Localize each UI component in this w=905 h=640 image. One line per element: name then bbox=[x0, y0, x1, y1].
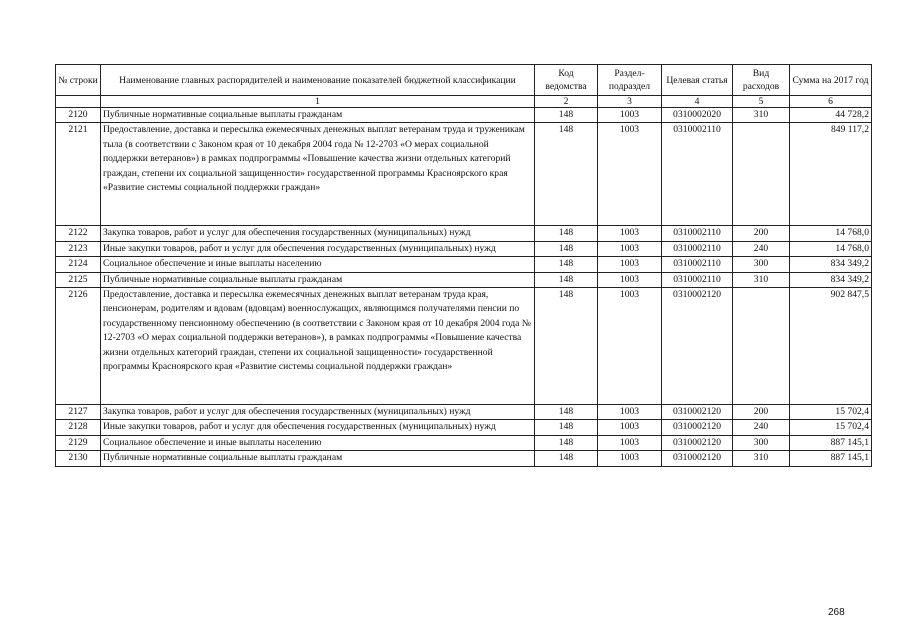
column-number: 3 bbox=[598, 96, 662, 108]
row-expense-type: 310 bbox=[733, 451, 790, 466]
row-expense-type: 200 bbox=[733, 405, 790, 420]
row-agency-code: 148 bbox=[535, 272, 598, 287]
table-row bbox=[56, 241, 872, 256]
table-row bbox=[56, 405, 872, 420]
row-name: Публичные нормативные социальные выплаты гражданам bbox=[101, 272, 535, 287]
column-number: 1 bbox=[101, 96, 535, 108]
row-target-article: 0310002020 bbox=[662, 108, 733, 123]
row-sum: 14 768,0 bbox=[790, 241, 872, 256]
row-agency-code: 148 bbox=[535, 435, 598, 450]
row-target-article: 0310002110 bbox=[662, 226, 733, 241]
row-target-article: 0310002120 bbox=[662, 405, 733, 420]
row-section: 1003 bbox=[598, 272, 662, 287]
table-row bbox=[56, 420, 872, 435]
row-sum: 15 702,4 bbox=[790, 420, 872, 435]
row-expense-type: 310 bbox=[733, 108, 790, 123]
row-section: 1003 bbox=[598, 108, 662, 123]
row-name: Предоставление, доставка и пересылка ежемесячных денежных выплат ветеранам труда и труженикам тыла (в соответствии с Законом края от 10 декабря 2004 года № 12-2703 «О мерах социальной поддержки ветеранов») в рамках подпрограммы «Повышение качества жизни отдельных категорий граждан, степени их социальной защищенности» государственной программы Красноярского края «Развитие системы социальной поддержки граждан» bbox=[101, 123, 535, 226]
table-row bbox=[56, 272, 872, 287]
row-name: Закупка товаров, работ и услуг для обеспечения государственных (муниципальных) нужд bbox=[101, 226, 535, 241]
table-row bbox=[56, 226, 872, 241]
header-row bbox=[56, 65, 872, 96]
row-expense-type: 200 bbox=[733, 226, 790, 241]
page-number: 268 bbox=[828, 607, 845, 618]
row-number: 2129 bbox=[56, 435, 101, 450]
column-number: 4 bbox=[662, 96, 733, 108]
row-sum: 887 145,1 bbox=[790, 451, 872, 466]
row-number: 2130 bbox=[56, 451, 101, 466]
row-expense-type bbox=[733, 288, 790, 405]
row-name: Публичные нормативные социальные выплаты гражданам bbox=[101, 451, 535, 466]
row-agency-code: 148 bbox=[535, 108, 598, 123]
row-sum: 902 847,5 bbox=[790, 288, 872, 405]
row-expense-type: 240 bbox=[733, 420, 790, 435]
header-row-number: № строки bbox=[56, 65, 101, 96]
row-target-article: 0310002110 bbox=[662, 123, 733, 226]
row-sum: 834 349,2 bbox=[790, 257, 872, 272]
table-row bbox=[56, 257, 872, 272]
row-sum: 834 349,2 bbox=[790, 272, 872, 287]
table-row bbox=[56, 108, 872, 123]
row-number: 2120 bbox=[56, 108, 101, 123]
row-expense-type bbox=[733, 123, 790, 226]
header-expense-type: Вид расходов bbox=[733, 65, 790, 96]
row-target-article: 0310002120 bbox=[662, 420, 733, 435]
budget-table bbox=[55, 64, 872, 467]
row-name: Закупка товаров, работ и услуг для обеспечения государственных (муниципальных) нужд bbox=[101, 405, 535, 420]
row-section: 1003 bbox=[598, 226, 662, 241]
row-number: 2121 bbox=[56, 123, 101, 226]
row-section: 1003 bbox=[598, 405, 662, 420]
row-agency-code: 148 bbox=[535, 257, 598, 272]
header-agency-code: Код ведомства bbox=[535, 65, 598, 96]
row-section: 1003 bbox=[598, 451, 662, 466]
column-number: 6 bbox=[790, 96, 872, 108]
row-name: Иные закупки товаров, работ и услуг для обеспечения государственных (муниципальных) нужд bbox=[101, 420, 535, 435]
row-number: 2125 bbox=[56, 272, 101, 287]
row-section: 1003 bbox=[598, 435, 662, 450]
row-name: Социальное обеспечение и иные выплаты населению bbox=[101, 257, 535, 272]
row-sum: 15 702,4 bbox=[790, 405, 872, 420]
row-number: 2124 bbox=[56, 257, 101, 272]
table-row bbox=[56, 451, 872, 466]
table-row bbox=[56, 288, 872, 405]
row-sum: 14 768,0 bbox=[790, 226, 872, 241]
column-number: 5 bbox=[733, 96, 790, 108]
header-target-article: Целевая статья bbox=[662, 65, 733, 96]
row-expense-type: 240 bbox=[733, 241, 790, 256]
column-number-row bbox=[56, 96, 872, 108]
row-target-article: 0310002110 bbox=[662, 257, 733, 272]
row-number: 2127 bbox=[56, 405, 101, 420]
row-agency-code: 148 bbox=[535, 288, 598, 405]
row-sum: 849 117,2 bbox=[790, 123, 872, 226]
row-expense-type: 300 bbox=[733, 435, 790, 450]
row-target-article: 0310002120 bbox=[662, 288, 733, 405]
row-number: 2122 bbox=[56, 226, 101, 241]
row-number: 2123 bbox=[56, 241, 101, 256]
row-agency-code: 148 bbox=[535, 241, 598, 256]
header-section: Раздел-подраздел bbox=[598, 65, 662, 96]
table-row bbox=[56, 435, 872, 450]
row-name: Социальное обеспечение и иные выплаты населению bbox=[101, 435, 535, 450]
row-section: 1003 bbox=[598, 288, 662, 405]
row-expense-type: 300 bbox=[733, 257, 790, 272]
row-target-article: 0310002120 bbox=[662, 451, 733, 466]
row-number: 2126 bbox=[56, 288, 101, 405]
row-target-article: 0310002110 bbox=[662, 241, 733, 256]
row-target-article: 0310002110 bbox=[662, 272, 733, 287]
row-agency-code: 148 bbox=[535, 226, 598, 241]
column-number: 2 bbox=[535, 96, 598, 108]
row-section: 1003 bbox=[598, 257, 662, 272]
row-sum: 887 145,1 bbox=[790, 435, 872, 450]
header-name: Наименование главных распорядителей и наименование показателей бюджетной классификации bbox=[101, 65, 535, 96]
row-sum: 44 728,2 bbox=[790, 108, 872, 123]
row-agency-code: 148 bbox=[535, 405, 598, 420]
table-row bbox=[56, 123, 872, 226]
row-name: Предоставление, доставка и пересылка ежемесячных денежных выплат ветеранам труда края, пенсионерам, родителям и вдовам (вдовцам) военнослужащих, являющимся получателями пенсии по государственному пенсионному обеспечению (в соответствии с Законом края от 10 декабря 2004 года № 12-2703 «О мерах социальной поддержки ветеранов»), в рамках подпрограммы «Повышение качества жизни отдельных категорий граждан, степени их социальной защищенности» государственной программы Красноярского края «Развитие системы социальной поддержки граждан» bbox=[101, 288, 535, 405]
row-section: 1003 bbox=[598, 241, 662, 256]
column-number-empty bbox=[56, 96, 101, 108]
row-agency-code: 148 bbox=[535, 451, 598, 466]
row-agency-code: 148 bbox=[535, 420, 598, 435]
row-name: Публичные нормативные социальные выплаты гражданам bbox=[101, 108, 535, 123]
row-name: Иные закупки товаров, работ и услуг для обеспечения государственных (муниципальных) нужд bbox=[101, 241, 535, 256]
row-expense-type: 310 bbox=[733, 272, 790, 287]
row-agency-code: 148 bbox=[535, 123, 598, 226]
header-sum: Сумма на 2017 год bbox=[790, 65, 872, 96]
row-section: 1003 bbox=[598, 123, 662, 226]
row-section: 1003 bbox=[598, 420, 662, 435]
row-target-article: 0310002120 bbox=[662, 435, 733, 450]
row-number: 2128 bbox=[56, 420, 101, 435]
